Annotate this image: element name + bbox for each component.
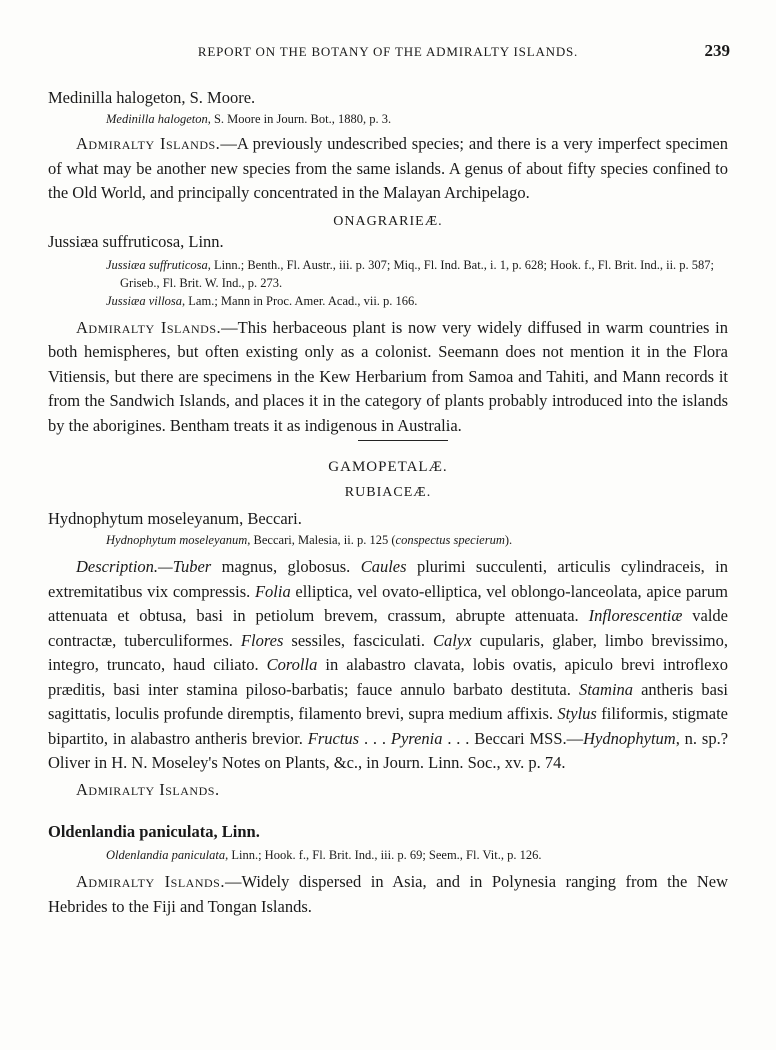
description-label: Description.—: [76, 557, 173, 576]
synonym-jussiaea-1: [106, 256, 728, 292]
text: . . .: [359, 728, 391, 748]
text: sessiles, fasciculati.: [283, 630, 434, 650]
page-number: 239: [704, 41, 730, 60]
synonym-jussiaea-2: [106, 292, 728, 310]
term: Caules: [360, 557, 407, 576]
species-oldenlandia: Oldenlandia paniculata, Linn.: [48, 822, 260, 841]
term: Stamina: [578, 679, 634, 699]
text: magnus, globosus.: [211, 557, 361, 576]
locality-label: Admiralty Islands.: [76, 872, 225, 891]
term: Stylus: [557, 704, 597, 723]
synonym-note: conspectus specierum: [395, 533, 505, 547]
synonym-ref: , Linn.; Hook. f., Fl. Brit. Ind., iii. p. 69; Seem., Fl. Vit., p. 126.: [225, 848, 542, 862]
synonym-oldenlandia: [106, 846, 728, 864]
synonym-name: Hydnophytum moseleyanum: [106, 533, 248, 547]
synonym-hydnophytum: [106, 531, 728, 549]
term: Corolla: [266, 655, 318, 674]
paragraph-text: —Widely dispersed in Asia, and in Polynesia ranging from the New Hebrides to the Fiji and Tongan Islands.: [48, 872, 728, 916]
species-medinilla: Medinilla halogeton, S. Moore.: [48, 88, 256, 107]
paragraph-text: —This herbaceous plant is now very widely diffused in warm countries in both hemispheres, but often existing only as a colonist. Seemann does not mention it in the Flora Vitiensis, but there are specimens in the Kew Herbarium from Samoa and Tahiti, and Mann records it from the Sandwich Islands, and places it in the category of plants probably introduced into the islands by the aborigines. Bentham treats it as indigenous in Australia.: [48, 317, 728, 435]
synonym-name: Oldenlandia paniculata: [106, 848, 226, 862]
text: plurimi succulenti, articulis cylindraceis, in extremitatibus vix compressis.: [48, 557, 728, 601]
paragraph-description: [48, 555, 728, 776]
synonym-name: Jussiæa villosa: [106, 293, 183, 308]
species-hydnophytum: Hydnophytum moseleyanum, Beccari.: [48, 509, 302, 528]
section-divider: [358, 440, 448, 441]
term: Inflorescentiæ: [588, 606, 683, 625]
paragraph-jussiaea: [48, 316, 728, 439]
term: Flores: [240, 630, 284, 650]
term: Tuber: [172, 557, 212, 576]
locality-label: Admiralty Islands.: [76, 134, 221, 153]
paragraph-oldenlandia: [48, 870, 728, 919]
text: . . . Beccari MSS.—: [442, 728, 584, 748]
synonym-ref: , S. Moore in Journ. Bot., 1880, p. 3.: [207, 112, 392, 126]
text: antheris basi sagittatis, loculis profunde diremptis, filamento brevi, supra medium affixis.: [48, 679, 729, 723]
locality-label: Admiralty Islands.: [76, 779, 220, 799]
paragraph-medinilla: [48, 132, 728, 206]
synonym-medinilla: [106, 110, 728, 128]
synonym-name: Jussiæa suffruticosa: [106, 257, 208, 272]
synonym-ref: , Lam.; Mann in Proc. Amer. Acad., vii. p. 166.: [182, 293, 418, 308]
text: cupularis, glaber, limbo brevissimo, integro, truncato, haud ciliato.: [48, 630, 728, 674]
family-heading-rubiaceae: RUBIACEÆ.: [344, 485, 432, 500]
paragraph-text: —A previously undescribed species; and there is a very imperfect specimen of what may be another new species from the same islands. A genus of about fifty species confined to the Old World, and principally concentrated in the Malayan Archipelago.: [48, 134, 728, 202]
locality-hydnophytum: [48, 778, 728, 803]
text: elliptica, vel ovato-elliptica, vel oblongo-lanceolata, apice parum attenuata et obtusa, basi in petiolum brevem, crassum, abrupte attenuata.: [48, 581, 728, 625]
synonym-ref: , Beccari, Malesia, ii. p. 125 (: [247, 533, 396, 547]
term: Hydnophytum: [583, 728, 676, 748]
page-body: [48, 88, 728, 919]
locality-label: Admiralty Islands.: [76, 317, 222, 337]
text: in alabastro clavata, lobis ovatis, apiculo brevi introflexo præditis, basi inter stamina piloso-barbatis; fauce annulo barbato destituta.: [48, 655, 728, 699]
synonym-name: Medinilla halogeton: [106, 112, 208, 126]
term: Folia: [254, 581, 291, 601]
species-jussiaea: Jussiæa suffruticosa, Linn.: [48, 231, 224, 251]
division-heading-gamopetalae: GAMOPETALÆ.: [328, 459, 448, 475]
running-title: REPORT ON THE BOTANY OF THE ADMIRALTY ISLANDS.: [197, 44, 579, 59]
term: Pyrenia: [390, 728, 443, 748]
text: , n. sp.? Oliver in H. N. Moseley's Notes on Plants, &c., in Journ. Linn. Soc., xv. p. 74.: [48, 728, 729, 772]
text: filiformis, stigmate bipartito, in alabastro antheris brevior.: [48, 704, 728, 748]
synonym-ref: , Linn.; Benth., Fl. Austr., iii. p. 307; Miq., Fl. Ind. Bat., i. 1, p. 628; Hook. f., Fl. Brit. Ind., ii. p. 587; Griseb., Fl. Brit. W. Ind., p. 273.: [120, 257, 715, 290]
synonym-end: ).: [504, 533, 513, 547]
family-heading-onagrarieae: ONAGRARIEÆ.: [333, 213, 443, 229]
term: Calyx: [433, 630, 472, 650]
text: valde contractæ, tuberculiformes.: [48, 606, 728, 650]
term: Fructus: [307, 728, 360, 748]
